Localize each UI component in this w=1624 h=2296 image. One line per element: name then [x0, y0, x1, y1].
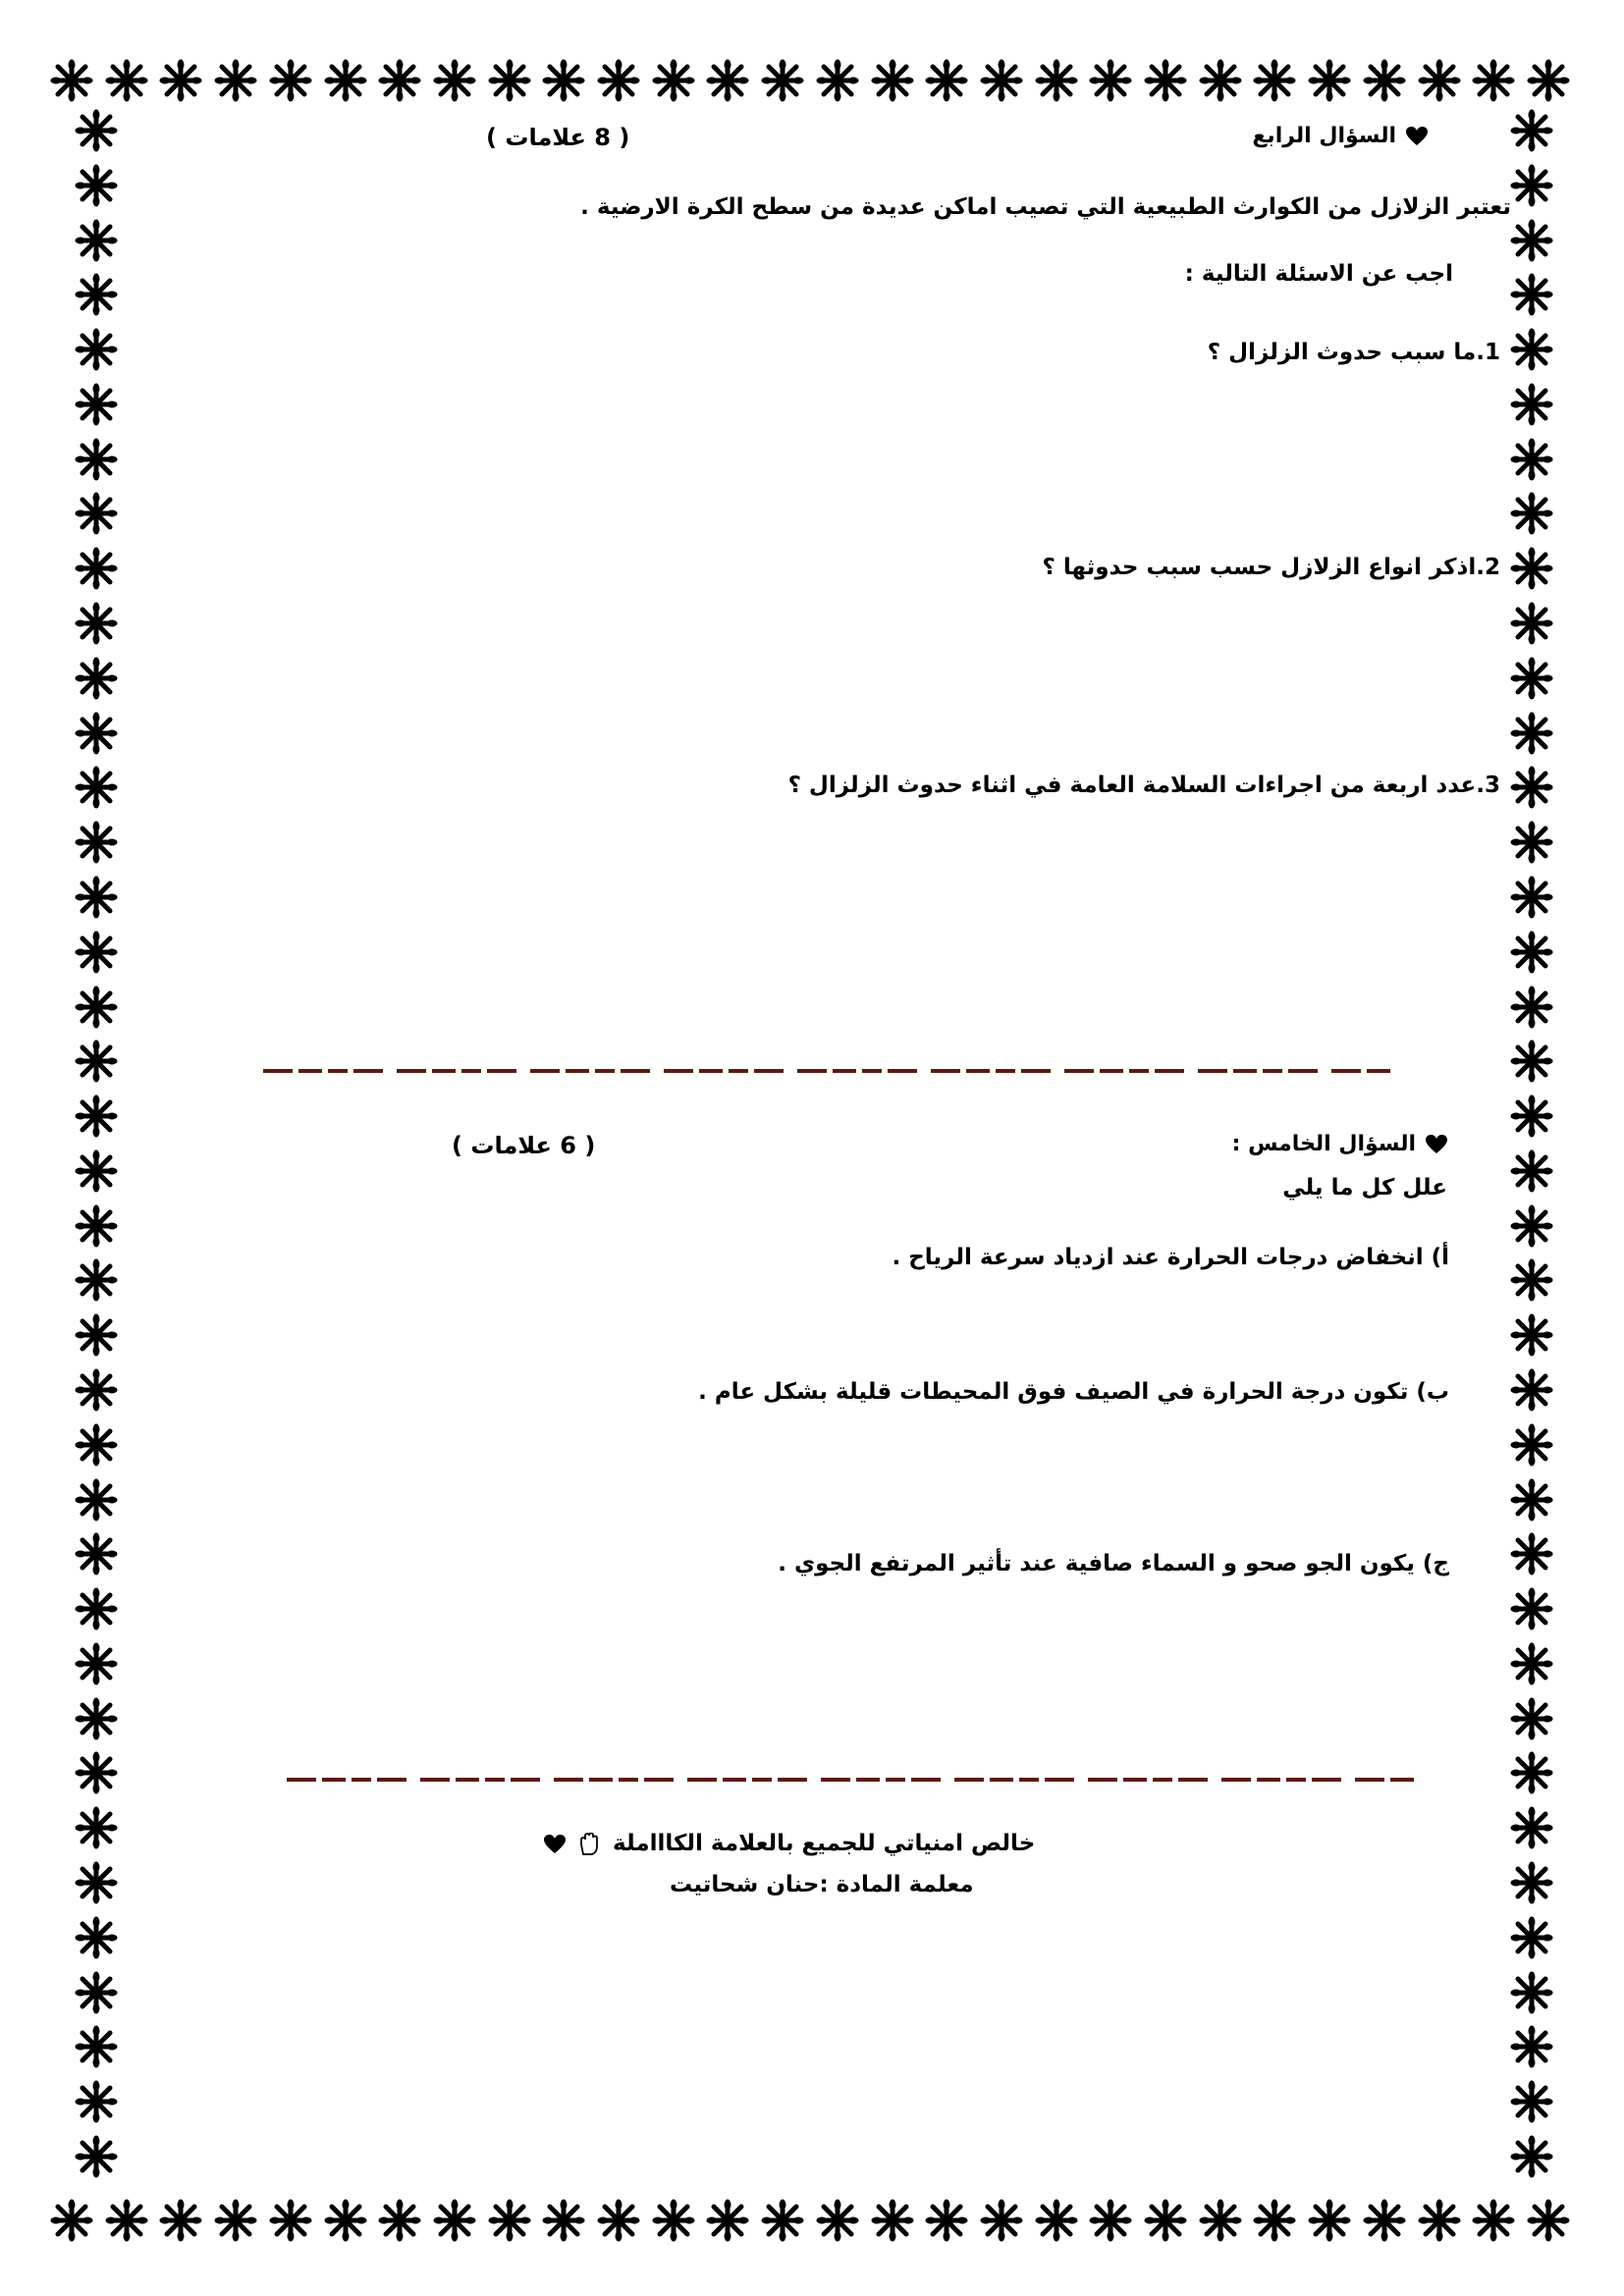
asterisk-flower-icon — [596, 58, 641, 103]
asterisk-flower-icon — [1088, 58, 1133, 103]
asterisk-flower-icon — [1509, 2079, 1554, 2124]
asterisk-flower-icon — [1509, 820, 1554, 865]
asterisk-flower-icon — [1143, 58, 1188, 103]
heart-icon — [1406, 127, 1428, 146]
asterisk-flower-icon — [74, 1970, 119, 2015]
asterisk-flower-icon — [1509, 1586, 1554, 1631]
asterisk-flower-icon — [1509, 1696, 1554, 1741]
asterisk-flower-icon — [979, 58, 1024, 103]
asterisk-flower-icon — [1509, 1750, 1554, 1795]
asterisk-flower-icon — [268, 58, 313, 103]
asterisk-flower-icon — [74, 1915, 119, 1960]
q5-heading-text: السؤال الخامس : — [1231, 1132, 1416, 1156]
asterisk-flower-icon — [323, 2198, 368, 2243]
q4-intro: تعتبر الزلازل من الكوارث الطبيعية التي تصيب اماكن عديدة من سطح الكرة الارضية . — [580, 194, 1511, 220]
asterisk-flower-icon — [104, 2198, 149, 2243]
asterisk-flower-icon — [1509, 1805, 1554, 1850]
q4-heading — [1252, 124, 1428, 148]
q4-heading-text: السؤال الرابع — [1252, 124, 1396, 148]
asterisk-flower-icon — [74, 437, 119, 482]
q5-item-a: أ) انخفاض درجات الحرارة عند ازدياد سرعة الرياح . — [892, 1245, 1449, 1270]
q4-item-text: ما سبب حدوث الزلزال ؟ — [1207, 340, 1477, 365]
asterisk-flower-icon — [1509, 382, 1554, 427]
asterisk-flower-icon — [213, 2198, 258, 2243]
q4-marks: ( 8 علامات ) — [486, 124, 630, 151]
q4-instruction: اجب عن الاسئلة التالية : — [1184, 261, 1453, 287]
asterisk-flower-icon — [1198, 2198, 1243, 2243]
asterisk-flower-icon — [979, 2198, 1024, 2243]
q4-item-number: 3. — [1476, 773, 1500, 798]
asterisk-flower-icon — [74, 1696, 119, 1741]
asterisk-flower-icon — [377, 2198, 422, 2243]
asterisk-flower-icon — [1509, 272, 1554, 317]
asterisk-flower-icon — [74, 1367, 119, 1413]
asterisk-flower-icon — [1509, 1970, 1554, 2015]
asterisk-flower-icon — [74, 546, 119, 591]
asterisk-flower-icon — [1509, 1312, 1554, 1358]
section-divider — [287, 1773, 1418, 1787]
asterisk-flower-icon — [74, 985, 119, 1030]
asterisk-flower-icon — [432, 58, 477, 103]
asterisk-flower-icon — [1471, 58, 1516, 103]
q5-marks: ( 6 علامات ) — [452, 1132, 596, 1159]
asterisk-flower-icon — [1362, 58, 1407, 103]
q4-item-number: 2. — [1476, 555, 1500, 580]
asterisk-flower-icon — [1417, 2198, 1462, 2243]
border-top — [49, 51, 1571, 110]
asterisk-flower-icon — [74, 1641, 119, 1686]
asterisk-flower-icon — [74, 765, 119, 810]
asterisk-flower-icon — [1509, 930, 1554, 975]
asterisk-flower-icon — [760, 2198, 805, 2243]
q5-item-b: ب) تكون درجة الحرارة في الصيف فوق المحيطات قليلة بشكل عام . — [698, 1379, 1449, 1405]
asterisk-flower-icon — [377, 58, 422, 103]
asterisk-flower-icon — [74, 1312, 119, 1358]
asterisk-flower-icon — [432, 2198, 477, 2243]
asterisk-flower-icon — [596, 2198, 641, 2243]
asterisk-flower-icon — [1034, 2198, 1079, 2243]
asterisk-flower-icon — [1509, 1477, 1554, 1522]
asterisk-flower-icon — [705, 2198, 750, 2243]
q4-item-text: اذكر انواع الزلازل حسب سبب حدوثها ؟ — [1042, 555, 1477, 580]
q4-item-1 — [1208, 340, 1500, 365]
asterisk-flower-icon — [1252, 2198, 1297, 2243]
asterisk-flower-icon — [1526, 2198, 1571, 2243]
asterisk-flower-icon — [49, 2198, 94, 2243]
asterisk-flower-icon — [541, 58, 586, 103]
asterisk-flower-icon — [870, 58, 915, 103]
asterisk-flower-icon — [1509, 327, 1554, 372]
q4-item-2 — [1042, 555, 1500, 580]
q5-heading — [1232, 1132, 1447, 1156]
asterisk-flower-icon — [1509, 711, 1554, 756]
asterisk-flower-icon — [1509, 491, 1554, 536]
asterisk-flower-icon — [487, 2198, 532, 2243]
asterisk-flower-icon — [1509, 218, 1554, 263]
asterisk-flower-icon — [74, 272, 119, 317]
hand-icon — [577, 1833, 599, 1856]
asterisk-flower-icon — [1509, 1148, 1554, 1194]
asterisk-flower-icon — [213, 58, 258, 103]
asterisk-flower-icon — [158, 58, 203, 103]
asterisk-flower-icon — [1509, 1860, 1554, 1905]
border-bottom — [49, 2191, 1571, 2250]
asterisk-flower-icon — [1509, 2134, 1554, 2179]
asterisk-flower-icon — [74, 1531, 119, 1576]
asterisk-flower-icon — [74, 930, 119, 975]
heart-icon — [1426, 1135, 1447, 1154]
asterisk-flower-icon — [158, 2198, 203, 2243]
heart-icon — [544, 1835, 566, 1854]
asterisk-flower-icon — [74, 1094, 119, 1139]
asterisk-flower-icon — [487, 58, 532, 103]
footer-teacher: معلمة المادة :حنان شحاتيت — [670, 1872, 974, 1897]
asterisk-flower-icon — [74, 711, 119, 756]
asterisk-flower-icon — [1471, 2198, 1516, 2243]
asterisk-flower-icon — [323, 58, 368, 103]
asterisk-flower-icon — [74, 2134, 119, 2179]
asterisk-flower-icon — [1509, 1257, 1554, 1303]
asterisk-flower-icon — [760, 58, 805, 103]
asterisk-flower-icon — [1307, 58, 1352, 103]
asterisk-flower-icon — [1509, 1039, 1554, 1084]
asterisk-flower-icon — [268, 2198, 313, 2243]
asterisk-flower-icon — [1307, 2198, 1352, 2243]
asterisk-flower-icon — [1509, 1203, 1554, 1249]
asterisk-flower-icon — [74, 1805, 119, 1850]
asterisk-flower-icon — [74, 1039, 119, 1084]
asterisk-flower-icon — [1252, 58, 1297, 103]
asterisk-flower-icon — [924, 58, 969, 103]
asterisk-flower-icon — [74, 1477, 119, 1522]
asterisk-flower-icon — [74, 1586, 119, 1631]
asterisk-flower-icon — [74, 875, 119, 920]
footer-wish-text: خالص امنياتي للجميع بالعلامة الكاااملة — [613, 1831, 1036, 1856]
q5-instruction: علل كل ما يلي — [1282, 1175, 1447, 1201]
asterisk-flower-icon — [1509, 1915, 1554, 1960]
asterisk-flower-icon — [1509, 108, 1554, 153]
asterisk-flower-icon — [74, 218, 119, 263]
asterisk-flower-icon — [1509, 985, 1554, 1030]
asterisk-flower-icon — [815, 2198, 860, 2243]
asterisk-flower-icon — [1509, 2024, 1554, 2069]
asterisk-flower-icon — [74, 382, 119, 427]
asterisk-flower-icon — [541, 2198, 586, 2243]
asterisk-flower-icon — [705, 58, 750, 103]
asterisk-flower-icon — [74, 2024, 119, 2069]
asterisk-flower-icon — [1088, 2198, 1133, 2243]
q5-item-c: ج) يكون الجو صحو و السماء صافية عند تأثير المرتفع الجوي . — [778, 1551, 1449, 1576]
border-right — [1502, 108, 1561, 2179]
asterisk-flower-icon — [651, 2198, 696, 2243]
asterisk-flower-icon — [74, 656, 119, 701]
asterisk-flower-icon — [1509, 546, 1554, 591]
asterisk-flower-icon — [74, 1860, 119, 1905]
asterisk-flower-icon — [1509, 437, 1554, 482]
border-left — [67, 108, 126, 2179]
asterisk-flower-icon — [74, 1750, 119, 1795]
asterisk-flower-icon — [1509, 656, 1554, 701]
asterisk-flower-icon — [1034, 58, 1079, 103]
asterisk-flower-icon — [74, 820, 119, 865]
asterisk-flower-icon — [1143, 2198, 1188, 2243]
section-divider — [263, 1064, 1394, 1078]
asterisk-flower-icon — [1526, 58, 1571, 103]
q4-item-text: عدد اربعة من اجراءات السلامة العامة في اثناء حدوث الزلزال ؟ — [787, 773, 1477, 798]
asterisk-flower-icon — [74, 108, 119, 153]
asterisk-flower-icon — [1509, 1094, 1554, 1139]
footer-wish — [544, 1831, 1035, 1856]
asterisk-flower-icon — [74, 1148, 119, 1194]
asterisk-flower-icon — [1509, 1641, 1554, 1686]
asterisk-flower-icon — [104, 58, 149, 103]
asterisk-flower-icon — [1509, 1531, 1554, 1576]
asterisk-flower-icon — [74, 1203, 119, 1249]
asterisk-flower-icon — [74, 1257, 119, 1303]
asterisk-flower-icon — [870, 2198, 915, 2243]
asterisk-flower-icon — [1509, 765, 1554, 810]
asterisk-flower-icon — [1362, 2198, 1407, 2243]
q4-item-number: 1. — [1476, 340, 1500, 365]
asterisk-flower-icon — [1509, 601, 1554, 646]
asterisk-flower-icon — [74, 491, 119, 536]
asterisk-flower-icon — [1509, 1422, 1554, 1468]
asterisk-flower-icon — [1509, 163, 1554, 208]
q4-item-3 — [788, 773, 1500, 798]
asterisk-flower-icon — [1417, 58, 1462, 103]
asterisk-flower-icon — [815, 58, 860, 103]
asterisk-flower-icon — [924, 2198, 969, 2243]
asterisk-flower-icon — [651, 58, 696, 103]
asterisk-flower-icon — [1198, 58, 1243, 103]
asterisk-flower-icon — [74, 163, 119, 208]
asterisk-flower-icon — [74, 2079, 119, 2124]
asterisk-flower-icon — [49, 58, 94, 103]
asterisk-flower-icon — [74, 601, 119, 646]
asterisk-flower-icon — [1509, 1367, 1554, 1413]
asterisk-flower-icon — [1509, 875, 1554, 920]
asterisk-flower-icon — [74, 1422, 119, 1468]
asterisk-flower-icon — [74, 327, 119, 372]
